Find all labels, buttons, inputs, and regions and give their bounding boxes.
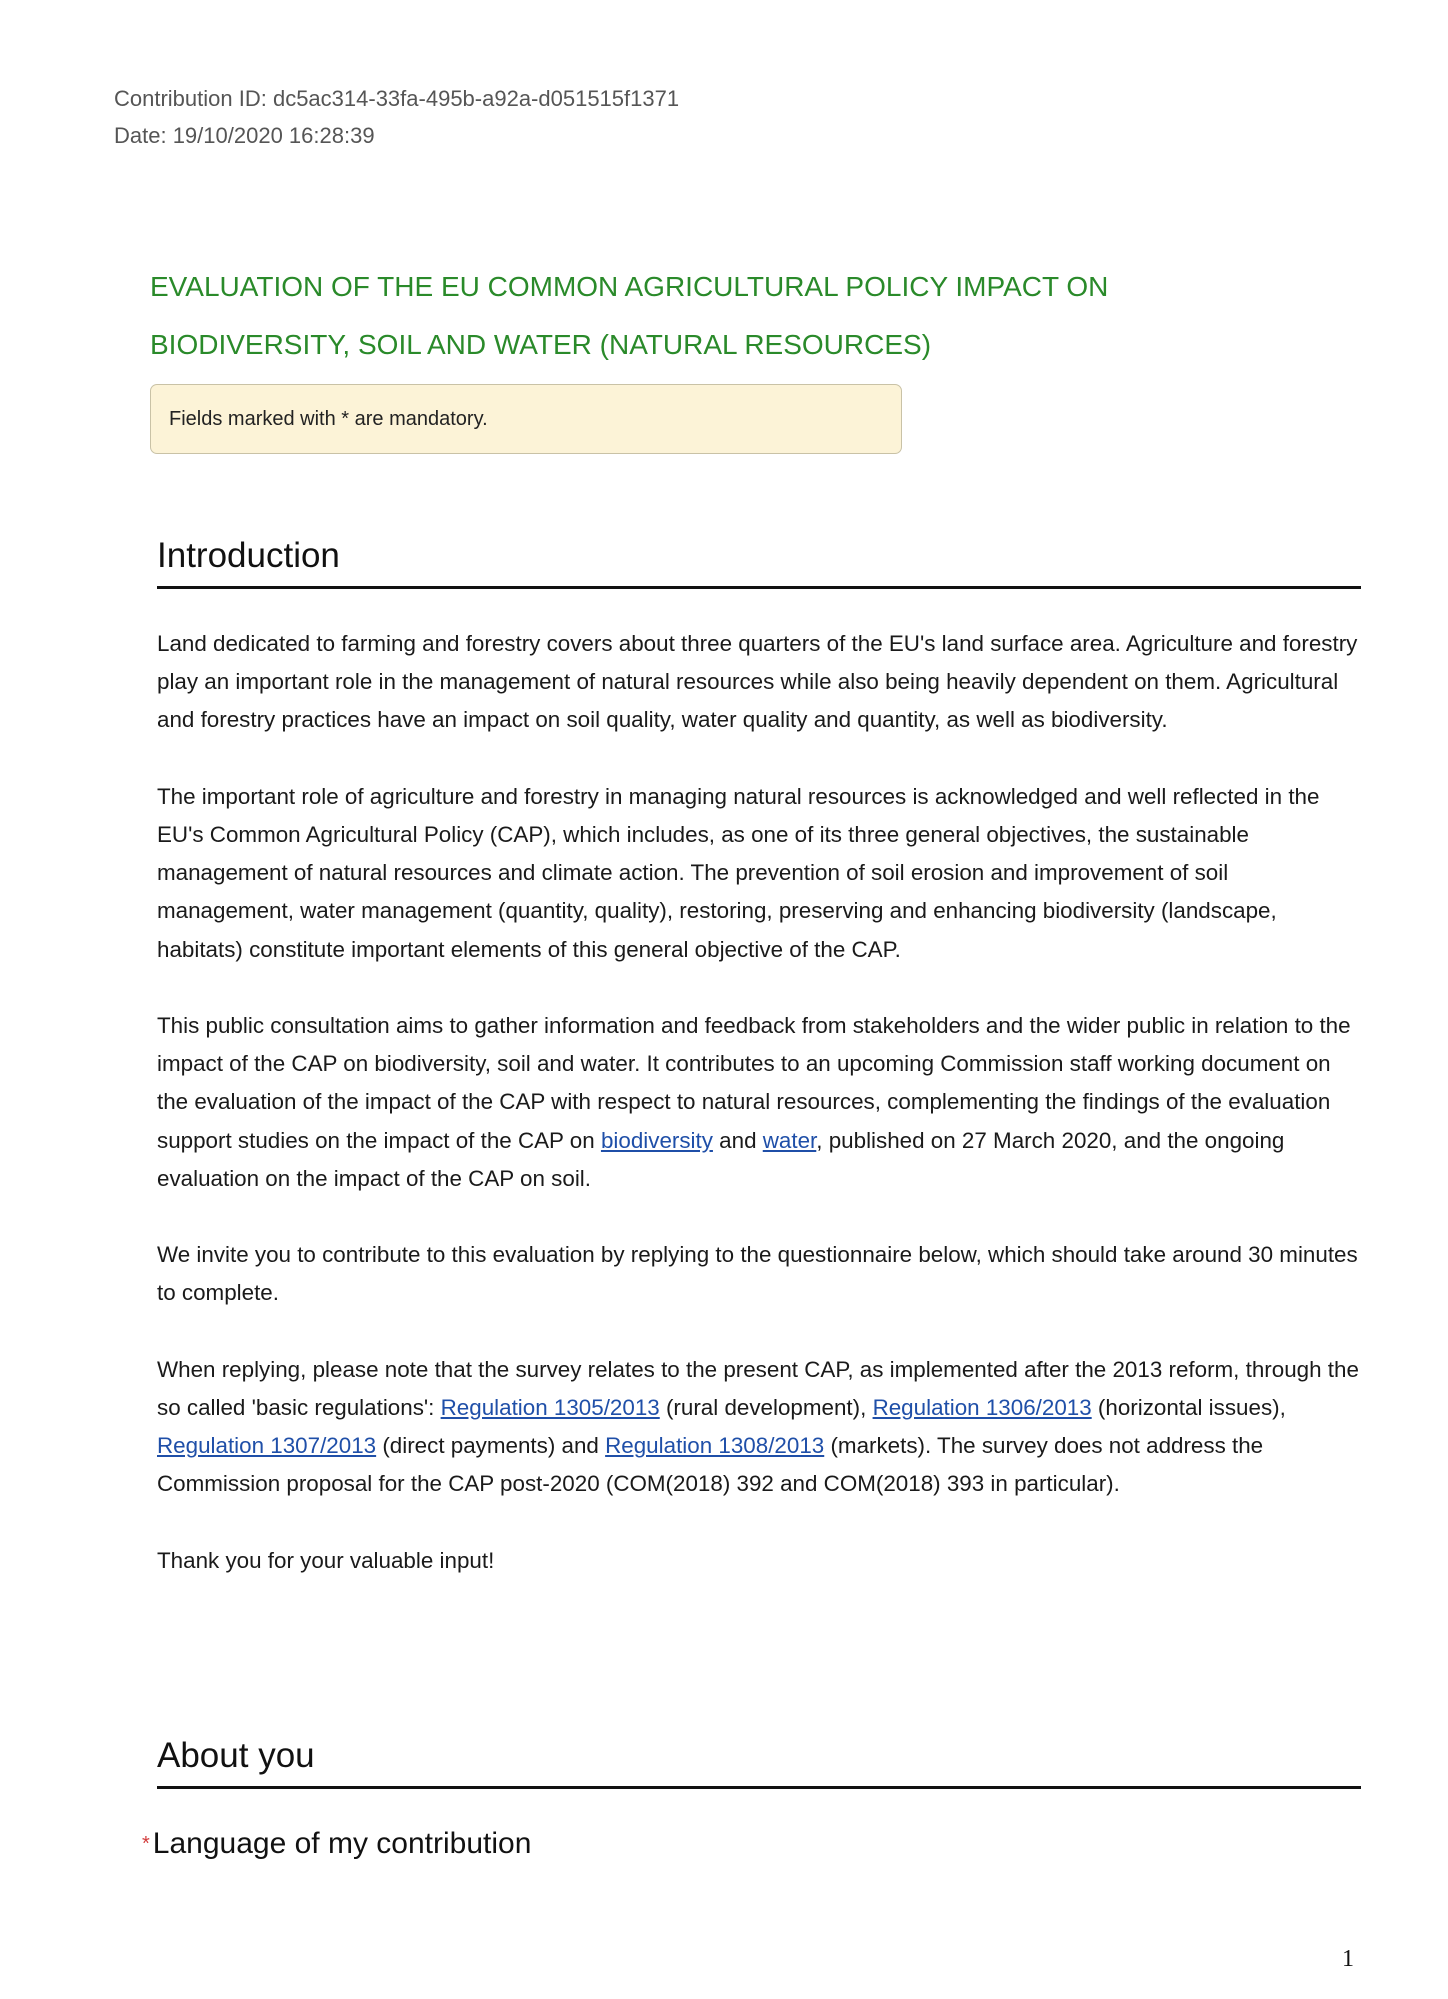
introduction-paragraph-3-text-1: This public consultation aims to gather information and feedback from stakeholders and the wider public in relation to the impact of the CAP on biodiversity, soil and water. It contributes to an upcoming Commission staff working document on the evaluation of the impact of the CAP with respect to natural resources, complementing the findings of the evaluation support studies on the impact of the CAP on <box>157 1013 1351 1153</box>
about-you-heading: About you <box>157 1736 1361 1789</box>
survey-title <box>150 258 1330 374</box>
introduction-paragraph-3 <box>157 1007 1367 1198</box>
language-question <box>142 1824 531 1864</box>
introduction-paragraph-1: Land dedicated to farming and forestry covers about three quarters of the EU's land surface area. Agriculture and forestry play an important role in the management of natural resources while also being heavily dependent on them. Agricultural and forestry practices have an impact on soil quality, water quality and quantity, as well as biodiversity. <box>157 631 1358 733</box>
regulation-1307-link[interactable]: Regulation 1307/2013 <box>157 1433 377 1459</box>
mandatory-fields-notice-text: Fields marked with * are mandatory. <box>169 407 488 430</box>
introduction-heading: Introduction <box>157 536 1361 589</box>
introduction-paragraph-6: Thank you for your valuable input! <box>157 1547 495 1573</box>
water-study-link[interactable]: water <box>762 1127 817 1153</box>
survey-title-line-1: EVALUATION OF THE EU COMMON AGRICULTURAL POLICY IMPACT ON <box>150 271 1109 302</box>
page-number: 1 <box>1342 1946 1354 1972</box>
about-you-section-header <box>157 1736 1361 1789</box>
regulation-1308-link[interactable]: Regulation 1308/2013 <box>605 1433 825 1459</box>
mandatory-fields-notice <box>150 384 902 454</box>
introduction-body <box>157 625 1367 1618</box>
contribution-date: Date: 19/10/2020 16:28:39 <box>114 123 375 148</box>
contribution-meta <box>114 80 679 154</box>
contribution-id: Contribution ID: dc5ac314-33fa-495b-a92a-d051515f1371 <box>114 86 680 111</box>
biodiversity-study-link[interactable]: biodiversity <box>600 1127 713 1153</box>
regulation-1305-link[interactable]: Regulation 1305/2013 <box>440 1395 660 1420</box>
introduction-section-header <box>157 536 1361 589</box>
required-marker: * <box>142 1833 150 1855</box>
introduction-paragraph-5-text-5: (markets). The survey does not address the Commission proposal for the CAP post-2020 (COM(2018) 392 and COM(2018) 393 in particular). <box>157 1433 1264 1497</box>
introduction-paragraph-5-text-4: (direct payments) and <box>376 1433 606 1459</box>
introduction-paragraph-3-text-3: , published on 27 March 2020, and the ongoing evaluation on the impact of the CAP on soil. <box>157 1127 1285 1191</box>
language-question-label: Language of my contribution <box>152 1827 532 1860</box>
introduction-paragraph-4: We invite you to contribute to this evaluation by replying to the questionnaire below, which should take around 30 minutes to complete. <box>157 1242 1358 1306</box>
regulation-1306-link[interactable]: Regulation 1306/2013 <box>872 1395 1092 1420</box>
introduction-paragraph-5-text-2: (rural development), <box>659 1395 873 1420</box>
introduction-paragraph-5 <box>157 1351 1367 1504</box>
introduction-paragraph-5-text-3: (horizontal issues), <box>1091 1395 1286 1420</box>
introduction-paragraph-5-text-1: When replying, please note that the survey relates to the present CAP, as implemented after the 2013 reform, through the so called 'basic regulations': <box>157 1356 1359 1420</box>
survey-title-line-2: BIODIVERSITY, SOIL AND WATER (NATURAL RESOURCES) <box>150 329 932 360</box>
introduction-paragraph-2: The important role of agriculture and forestry in managing natural resources is acknowledged and well reflected in the EU's Common Agricultural Policy (CAP), which includes, as one of its three general objectives, the sustainable management of natural resources and climate action. The prevention of soil erosion and improvement of soil management, water management (quantity, quality), restoring, preserving and enhancing biodiversity (landscape, habitats) constitute important elements of this general objective of the CAP. <box>157 783 1320 962</box>
introduction-paragraph-3-text-2: and <box>712 1127 763 1153</box>
